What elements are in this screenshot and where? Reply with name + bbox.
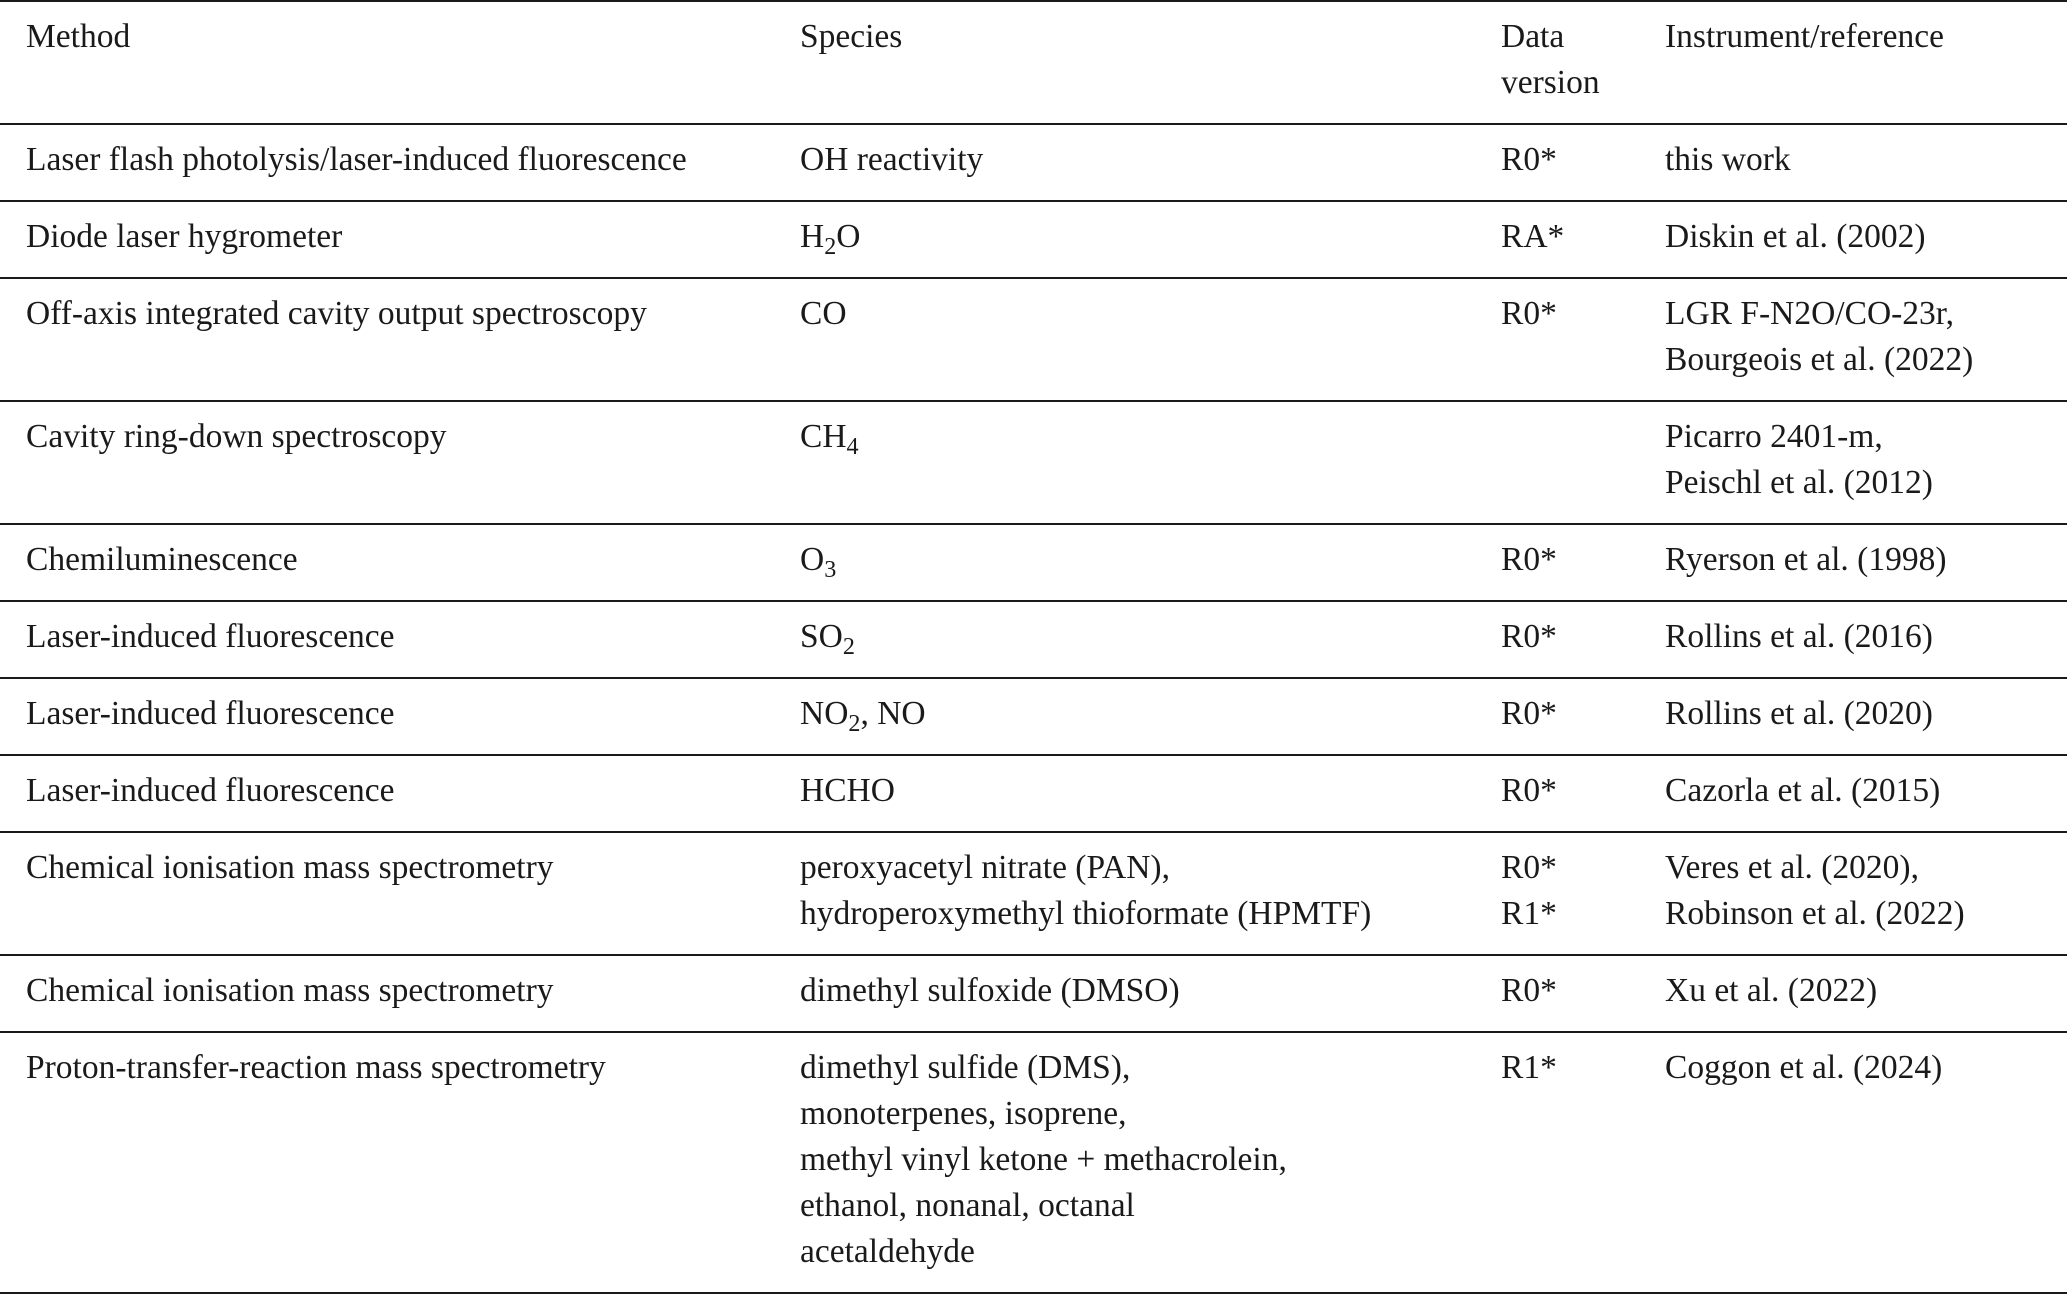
species-text: OH reactivity	[800, 141, 984, 178]
species-subscript: 2	[848, 711, 861, 738]
species-line	[800, 691, 1501, 737]
version-line: R0*	[1501, 541, 1557, 578]
reference-line: Bourgeois et al. (2022)	[1665, 341, 1974, 378]
species-cell	[800, 524, 1501, 601]
species-line	[800, 968, 1501, 1014]
reference-line: Coggon et al. (2024)	[1665, 1049, 1943, 1086]
reference-line: LGR F-N2O/CO-23r,	[1665, 295, 1954, 332]
table-row	[0, 955, 2067, 1032]
version-cell	[1501, 755, 1665, 832]
method-cell: Laser-induced fluorescence	[0, 755, 800, 832]
species-subscript: 2	[842, 634, 855, 661]
reference-line: Picarro 2401-m,	[1665, 418, 1883, 455]
species-text: O	[836, 218, 861, 255]
version-cell	[1501, 832, 1665, 955]
species-cell	[800, 955, 1501, 1032]
species-line	[800, 891, 1501, 937]
species-line	[800, 1045, 1501, 1091]
reference-cell	[1665, 524, 2067, 601]
species-text: hydroperoxymethyl thioformate (HPMTF)	[800, 895, 1372, 932]
table-row	[0, 755, 2067, 832]
reference-line: Peischl et al. (2012)	[1665, 464, 1933, 501]
species-cell	[800, 832, 1501, 955]
version-line: R1*	[1501, 895, 1557, 932]
table-row	[0, 678, 2067, 755]
reference-line: Rollins et al. (2020)	[1665, 695, 1933, 732]
species-line	[800, 845, 1501, 891]
species-cell	[800, 1032, 1501, 1293]
species-text: methyl vinyl ketone + methacrolein,	[800, 1141, 1287, 1178]
species-line	[800, 214, 1501, 260]
reference-cell	[1665, 124, 2067, 201]
version-cell	[1501, 678, 1665, 755]
method-cell: Cavity ring-down spectroscopy	[0, 401, 800, 524]
version-cell	[1501, 124, 1665, 201]
species-cell	[800, 678, 1501, 755]
reference-cell	[1665, 601, 2067, 678]
header-method: Method	[0, 1, 800, 124]
species-line	[800, 414, 1501, 460]
reference-line: Ryerson et al. (1998)	[1665, 541, 1947, 578]
species-text: CH	[800, 418, 847, 455]
version-line: R0*	[1501, 295, 1557, 332]
version-line: R0*	[1501, 695, 1557, 732]
version-cell	[1501, 278, 1665, 401]
reference-line: Cazorla et al. (2015)	[1665, 772, 1941, 809]
reference-cell	[1665, 201, 2067, 278]
version-cell	[1501, 401, 1665, 524]
version-line: R0*	[1501, 772, 1557, 809]
method-cell: Laser flash photolysis/laser-induced fluorescence	[0, 124, 800, 201]
species-text: O	[800, 541, 825, 578]
header-row	[0, 1, 2067, 124]
species-text: dimethyl sulfide (DMS),	[800, 1049, 1131, 1086]
species-text: HCHO	[800, 772, 895, 809]
species-line	[800, 614, 1501, 660]
species-cell	[800, 601, 1501, 678]
species-subscript: 2	[824, 234, 837, 261]
reference-cell	[1665, 755, 2067, 832]
header-reference: Instrument/reference	[1665, 1, 2067, 124]
version-cell	[1501, 955, 1665, 1032]
species-text: acetaldehyde	[800, 1233, 975, 1270]
species-line	[800, 291, 1501, 337]
table-row	[0, 1032, 2067, 1293]
species-cell	[800, 278, 1501, 401]
species-line	[800, 1137, 1501, 1183]
header-data-version-line: version	[1501, 64, 1600, 101]
species-text: H	[800, 218, 825, 255]
table-row	[0, 401, 2067, 524]
version-line: R0*	[1501, 972, 1557, 1009]
version-cell	[1501, 201, 1665, 278]
table-row	[0, 201, 2067, 278]
species-line	[800, 137, 1501, 183]
reference-cell	[1665, 832, 2067, 955]
table-row	[0, 832, 2067, 955]
header-data-version	[1501, 1, 1665, 124]
version-cell	[1501, 601, 1665, 678]
version-line: R0*	[1501, 141, 1557, 178]
reference-cell	[1665, 955, 2067, 1032]
reference-line: Xu et al. (2022)	[1665, 972, 1878, 1009]
table-row	[0, 278, 2067, 401]
species-text: dimethyl sulfoxide (DMSO)	[800, 972, 1180, 1009]
species-text: ethanol, nonanal, octanal	[800, 1187, 1135, 1224]
method-cell: Chemical ionisation mass spectrometry	[0, 832, 800, 955]
version-cell	[1501, 1032, 1665, 1293]
reference-line: Veres et al. (2020),	[1665, 849, 1919, 886]
version-line: RA*	[1501, 218, 1565, 255]
species-line	[800, 537, 1501, 583]
species-cell	[800, 401, 1501, 524]
reference-line: this work	[1665, 141, 1791, 178]
method-cell: Laser-induced fluorescence	[0, 601, 800, 678]
reference-line: Diskin et al. (2002)	[1665, 218, 1926, 255]
reference-cell	[1665, 1032, 2067, 1293]
species-line	[800, 1183, 1501, 1229]
header-species: Species	[800, 1, 1501, 124]
species-cell	[800, 755, 1501, 832]
species-text: NO	[800, 695, 849, 732]
method-cell: Off-axis integrated cavity output spectroscopy	[0, 278, 800, 401]
reference-cell	[1665, 678, 2067, 755]
method-cell: Chemiluminescence	[0, 524, 800, 601]
reference-line: Rollins et al. (2016)	[1665, 618, 1933, 655]
method-cell: Proton-transfer-reaction mass spectrometry	[0, 1032, 800, 1293]
species-cell	[800, 201, 1501, 278]
species-line	[800, 1091, 1501, 1137]
version-cell	[1501, 524, 1665, 601]
method-cell: Diode laser hygrometer	[0, 201, 800, 278]
table-row	[0, 524, 2067, 601]
species-text: peroxyacetyl nitrate (PAN),	[800, 849, 1170, 886]
table-row	[0, 601, 2067, 678]
version-line: R1*	[1501, 1049, 1557, 1086]
method-cell: Laser-induced fluorescence	[0, 678, 800, 755]
method-cell: Chemical ionisation mass spectrometry	[0, 955, 800, 1032]
table-body	[0, 124, 2067, 1293]
species-cell	[800, 124, 1501, 201]
reference-cell	[1665, 401, 2067, 524]
reference-line: Robinson et al. (2022)	[1665, 895, 1965, 932]
species-text: monoterpenes, isoprene,	[800, 1095, 1127, 1132]
species-text: SO	[800, 618, 843, 655]
species-text: , NO	[860, 695, 926, 732]
table-row	[0, 124, 2067, 201]
header-data-version-line: Data	[1501, 18, 1565, 55]
species-text: CO	[800, 295, 847, 332]
reference-cell	[1665, 278, 2067, 401]
version-line: R0*	[1501, 618, 1557, 655]
species-subscript: 3	[824, 557, 837, 584]
species-line	[800, 1229, 1501, 1275]
species-line	[800, 768, 1501, 814]
version-line: R0*	[1501, 849, 1557, 886]
table-header	[0, 1, 2067, 124]
species-subscript: 4	[846, 434, 859, 461]
